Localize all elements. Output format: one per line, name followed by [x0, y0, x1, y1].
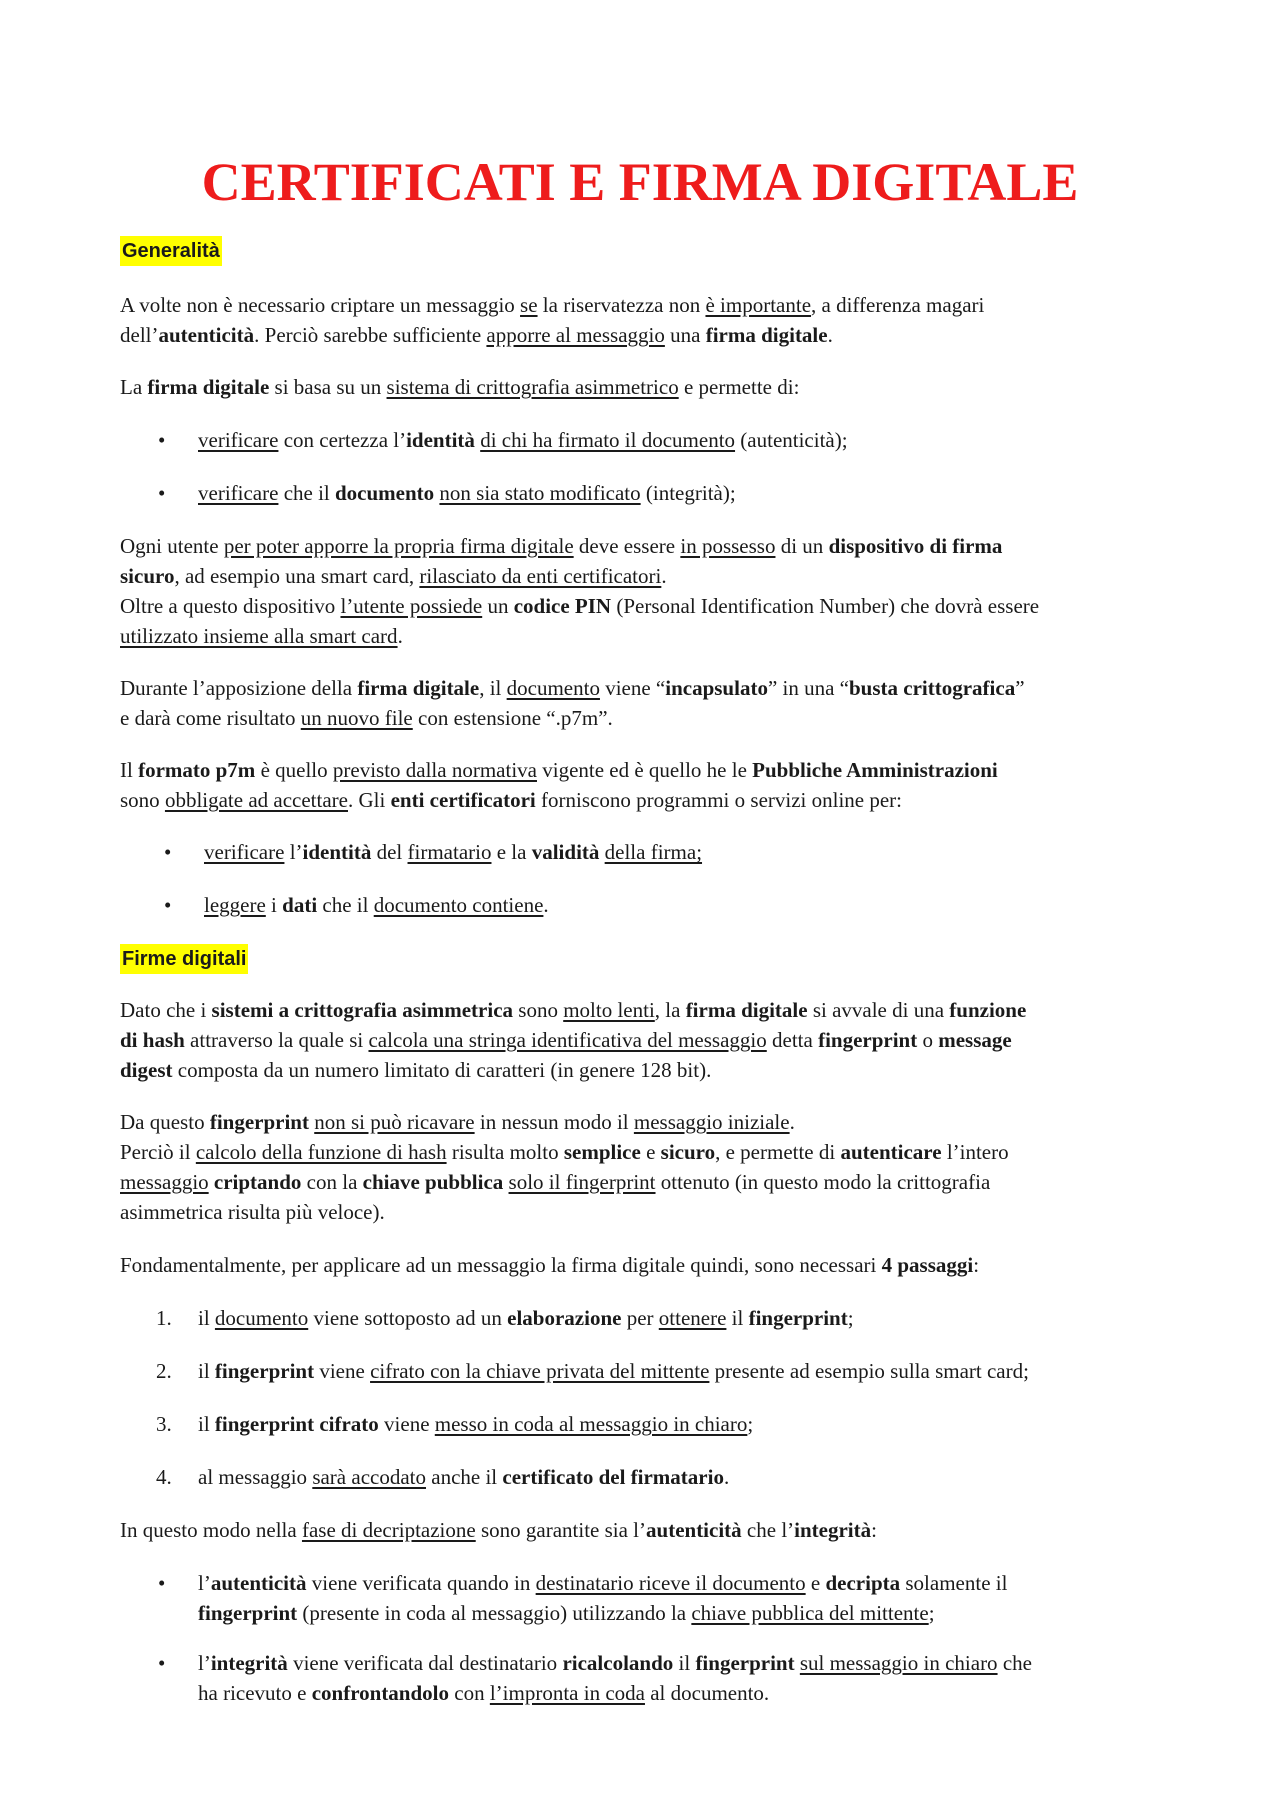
step-item: il fingerprint cifrato viene messo in coda al messaggio in chiaro; [198, 1412, 754, 1436]
step-item: il documento viene sottoposto ad un elaborazione per ottenere il fingerprint; [198, 1306, 854, 1330]
bullet-marker: • [158, 1571, 166, 1595]
step-number: 1. [156, 1306, 172, 1330]
paragraph-decriptazione: In questo modo nella fase di decriptazione sono garantite sia l’autenticità che l’integrità: [120, 1518, 877, 1542]
paragraph-fingerprint: Da questo fingerprint non si può ricavare in nessun modo il messaggio iniziale. Perciò il calcolo della funzione di hash risulta molto semplice e sicuro, e permette di autenticare l’intero messaggio criptando con la chiave pubblica solo il fingerprint ottenuto (in questo modo la crittografia asimmetrica risulta più veloce). [120, 1110, 1009, 1224]
list-item: l’integrità viene verificata dal destinatario ricalcolando il fingerprint sul messaggio in chiaro che ha ricevuto e confrontandolo con l’impronta in coda al documento. [198, 1651, 1032, 1705]
step-number: 2. [156, 1359, 172, 1383]
paragraph-hash: Dato che i sistemi a crittografia asimmetrica sono molto lenti, la firma digitale si avvale di una funzione di hash attraverso la quale si calcola una stringa identificativa del messaggio detta fingerprint o message digest composta da un numero limitato di caratteri (in genere 128 bit). [120, 998, 1027, 1082]
bullet-marker: • [164, 840, 172, 864]
list-item: l’autenticità viene verificata quando in destinatario riceve il documento e decripta solamente il fingerprint (presente in coda al messaggio) utilizzando la chiave pubblica del mittente; [198, 1571, 1008, 1625]
paragraph-intro: A volte non è necessario criptare un messaggio se la riservatezza non è importante, a differenza magari dell’autenticità. Perciò sarebbe sufficiente apporre al messaggio una firma digitale. [120, 293, 985, 347]
bullet-marker: • [158, 1651, 166, 1675]
step-number: 4. [156, 1465, 172, 1489]
paragraph-formato-p7m: Il formato p7m è quello previsto dalla normativa vigente ed è quello he le Pubbliche Amministrazioni sono obbligate ad accettare. Gli enti certificatori forniscono programmi o servizi online per: [120, 758, 998, 812]
list-item: leggere i dati che il documento contiene. [204, 893, 549, 917]
paragraph-passaggi: Fondamentalmente, per applicare ad un messaggio la firma digitale quindi, sono necessari 4 passaggi: [120, 1253, 980, 1277]
step-number: 3. [156, 1412, 172, 1436]
paragraph-firma-base: La firma digitale si basa su un sistema di crittografia asimmetrico e permette di: [120, 375, 800, 399]
step-item: il fingerprint viene cifrato con la chiave privata del mittente presente ad esempio sulla smart card; [198, 1359, 1029, 1383]
bullet-marker: • [158, 481, 166, 505]
document-title: CERTIFICATI E FIRMA DIGITALE [201, 152, 1079, 212]
paragraph-apposizione: Durante l’apposizione della firma digitale, il documento viene “incapsulato” in una “busta crittografica” e darà come risultato un nuovo file con estensione “.p7m”. [120, 676, 1025, 730]
paragraph-dispositivo: Ogni utente per poter apporre la propria firma digitale deve essere in possesso di un dispositivo di firma sicuro, ad esempio una smart card, rilasciato da enti certificatori. Oltre a questo dispositivo l’utente possiede un codice PIN (Personal Identification Number) che dovrà essere utilizzato insieme alla smart card. [120, 534, 1040, 648]
bullet-marker: • [158, 428, 166, 452]
section-heading-generalita: Generalità [120, 236, 222, 266]
step-item: al messaggio sarà accodato anche il certificato del firmatario. [198, 1465, 730, 1489]
section-heading-firme-digitali: Firme digitali [120, 944, 248, 974]
list-item: verificare con certezza l’identità di chi ha firmato il documento (autenticità); [198, 428, 848, 452]
bullet-marker: • [164, 893, 172, 917]
list-item: verificare l’identità del firmatario e la validità della firma; [204, 840, 703, 864]
list-item: verificare che il documento non sia stato modificato (integrità); [198, 481, 736, 505]
